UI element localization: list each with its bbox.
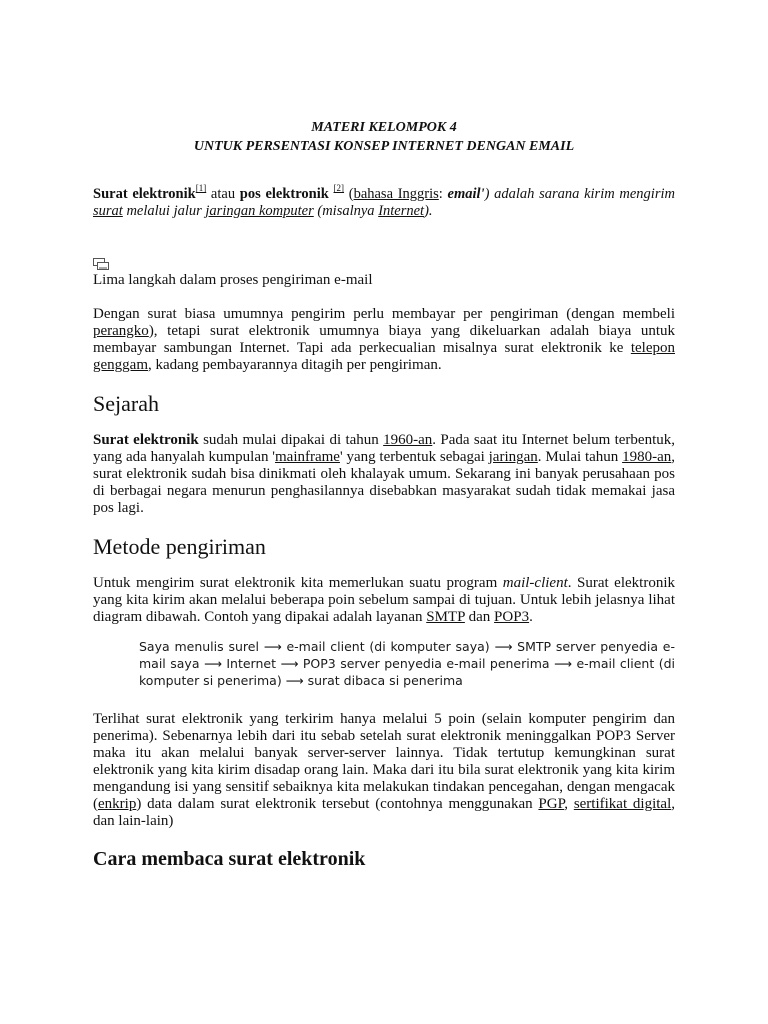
- broken-image-icon: [93, 258, 109, 270]
- footnote-link-1[interactable]: [1]: [195, 183, 207, 193]
- link-enkrip[interactable]: enkrip: [98, 796, 137, 812]
- email-flow-diagram: Saya menulis surel ⟶ e-mail client (di komputer saya) ⟶ SMTP server penyedia e-mail saya ⟶ Internet ⟶ POP3 server penyedia e-mail penerima ⟶ e-mail client (di komputer si penerima) ⟶ surat dibaca si penerima: [139, 639, 675, 688]
- document-title: MATERI KELOMPOK 4: [311, 120, 457, 135]
- link-perangko[interactable]: perangko: [93, 323, 149, 339]
- image-caption: Lima langkah dalam proses pengiriman e-mail: [93, 272, 373, 288]
- link-jaringan[interactable]: jaringan: [488, 449, 538, 465]
- link-mainframe[interactable]: mainframe: [275, 449, 340, 465]
- link-jaringan-komputer[interactable]: jaringan komputer: [205, 203, 314, 219]
- heading-cara-membaca: Cara membaca surat elektronik: [93, 848, 366, 870]
- link-sertifikat-digital[interactable]: sertifikat digital: [573, 796, 672, 812]
- link-1960-an[interactable]: 1960-an: [383, 432, 433, 448]
- term-pos-elektronik: pos elektronik: [239, 186, 329, 202]
- term-email: email': [447, 186, 485, 202]
- paragraph-sejarah: Surat elektronik sudah mulai dipakai di tahun 1960-an. Pada saat itu Internet belum terbentuk, yang ada hanyalah kumpulan 'mainframe' yang terbentuk sebagai jaringan. Mulai tahun 1980-an, surat elektronik sudah bisa dinikmati oleh khalayak umum. Sekarang ini banyak perusahaan pos di berbagai negara menurun penghasilannya disebabkan masyarakat sudah tidak memakai jasa pos lagi.: [93, 432, 675, 516]
- term-mail-client: mail-client: [502, 575, 568, 591]
- link-smtp[interactable]: SMTP: [426, 609, 465, 625]
- link-pgp[interactable]: PGP: [538, 796, 565, 812]
- heading-metode-pengiriman: Metode pengiriman: [93, 534, 266, 559]
- link-bahasa-inggris[interactable]: bahasa Inggris: [353, 186, 439, 202]
- intro-paragraph: Surat elektronik[1] atau pos elektronik [2] (bahasa Inggris: email') adalah sarana kirim mengirim surat melalui jalur jaringan komputer (misalnya Internet).: [93, 183, 675, 219]
- footnote-link-2[interactable]: [2]: [333, 183, 345, 193]
- link-internet[interactable]: Internet: [378, 203, 425, 219]
- link-pop3[interactable]: POP3: [494, 609, 530, 625]
- link-1980-an[interactable]: 1980-an: [622, 449, 672, 465]
- link-telepon-genggam[interactable]: telepon genggam: [93, 340, 675, 373]
- document-subtitle: UNTUK PERSENTASI KONSEP INTERNET DENGAN EMAIL: [193, 139, 575, 154]
- term-surat-elektronik: Surat elektronik: [93, 186, 196, 202]
- heading-sejarah: Sejarah: [93, 391, 159, 416]
- paragraph-biaya: Dengan surat biasa umumnya pengirim perlu membayar per pengiriman (dengan membeli perangko), tetapi surat elektronik umumnya biaya yang dikeluarkan adalah biaya untuk membayar sambungan Internet. Tapi ada perkecualian misalnya surat elektronik ke telepon genggam, kadang pembayarannya ditagih per pengiriman.: [93, 306, 675, 373]
- paragraph-metode: Untuk mengirim surat elektronik kita memerlukan suatu program mail-client. Surat elektronik yang kita kirim akan melalui beberapa poin sebelum sampai di tujuan. Untuk lebih jelasnya lihat diagram dibawah. Contoh yang dipakai adalah layanan SMTP dan POP3.: [93, 575, 675, 625]
- paragraph-keamanan: Terlihat surat elektronik yang terkirim hanya melalui 5 poin (selain komputer pengirim dan penerima). Sebenarnya lebih dari itu sebab setelah surat elektronik meninggalkan POP3 Server maka itu akan melalui banyak server-server lainnya. Tidak tertutup kemungkinan surat elektronik yang kita kirim disadap orang lain. Maka dari itu bila surat elektronik yang kita kirim mengandung isi yang sensitif sebaiknya kita melakukan tindakan pencegahan, dengan mengacak (enkrip) data dalam surat elektronik tersebut (contohnya menggunakan PGP, sertifikat digital, dan lain-lain): [93, 711, 675, 829]
- link-surat[interactable]: surat: [93, 203, 123, 219]
